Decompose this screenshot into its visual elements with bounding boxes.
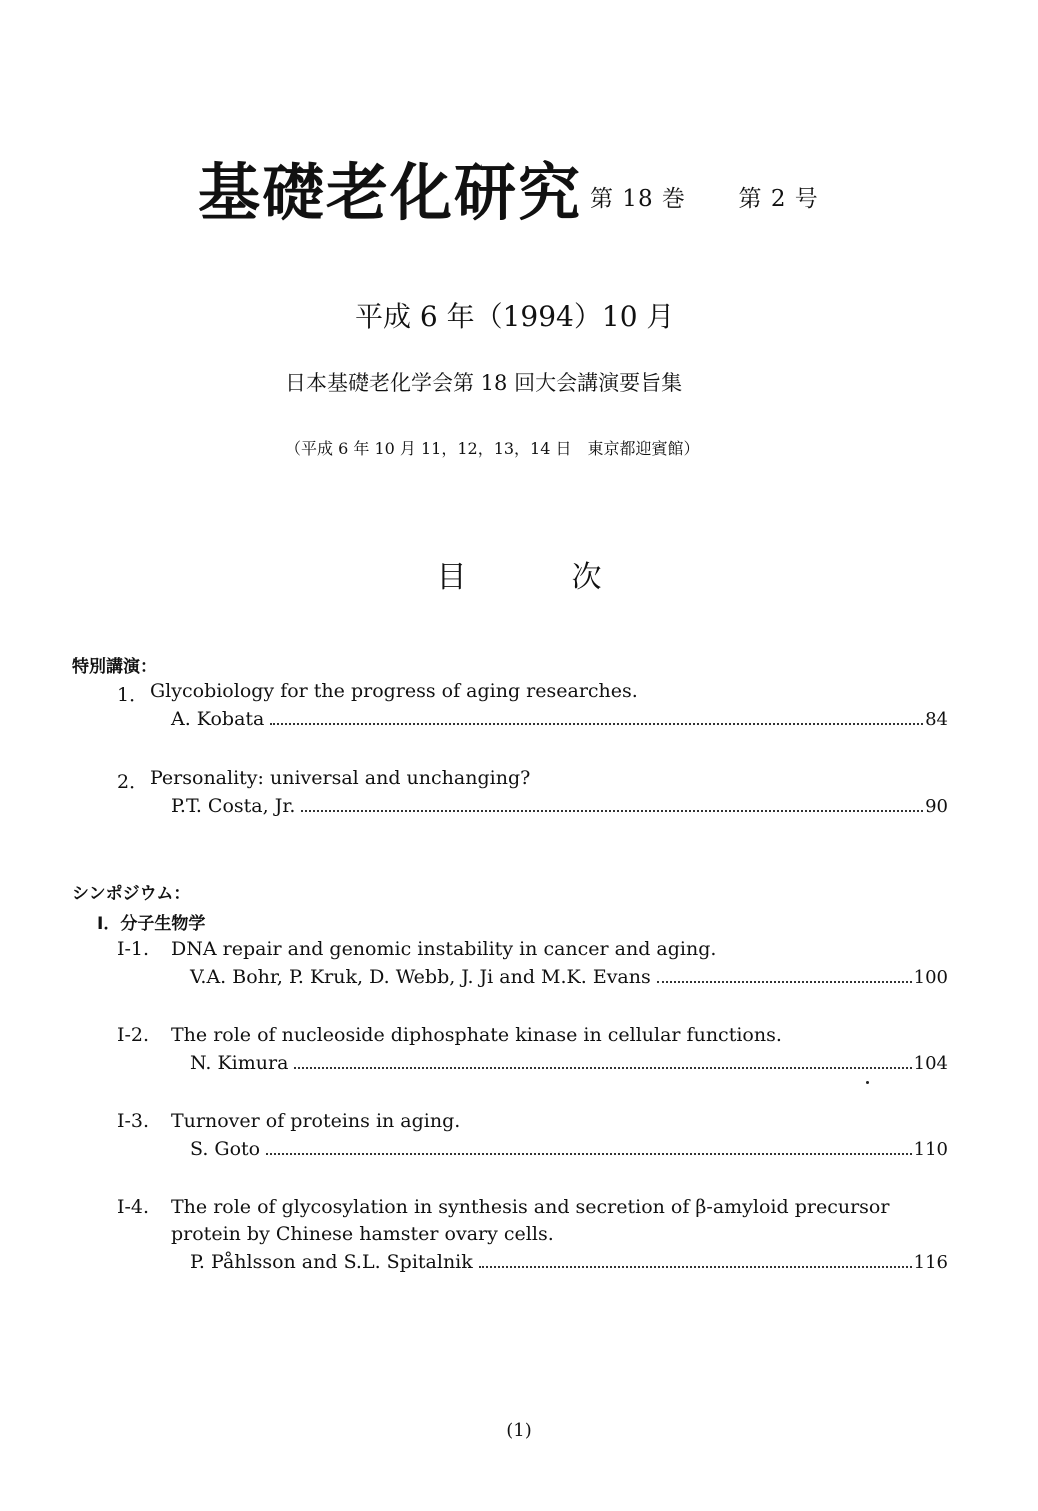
volume-issue <box>590 180 819 213</box>
dot-leader <box>266 1153 912 1155</box>
section-heading-special-lectures: 特別講演： <box>72 657 157 677</box>
dot-leader <box>301 810 923 812</box>
entry-title: The role of glycosylation in synthesis and secretion of β-amyloid precursor <box>171 1196 890 1218</box>
entry-authors: P.T. Costa, Jr. <box>171 795 296 817</box>
dot-leader <box>479 1266 912 1268</box>
dot-leader <box>657 981 912 983</box>
toc-entry-line[interactable] <box>190 966 948 988</box>
entry-authors: P. Påhlsson and S.L. Spitalnik <box>190 1251 473 1273</box>
entry-authors: A. Kobata <box>171 708 265 730</box>
entry-title: DNA repair and genomic instability in cancer and aging. <box>171 938 717 960</box>
subsection-heading: Ⅰ．分子生物学 <box>97 914 206 934</box>
entry-authors: S. Goto <box>190 1138 261 1160</box>
entry-page: 84 <box>925 709 948 730</box>
section-heading-symposium: シンポジウム： <box>72 884 191 904</box>
entry-page: 116 <box>913 1252 948 1273</box>
dot-leader <box>294 1067 911 1069</box>
toc-entry-line[interactable] <box>190 1052 948 1074</box>
scan-speck <box>866 1081 869 1084</box>
issue-number: 第 2 号 <box>738 186 819 212</box>
meeting-venue: （平成 6 年 10 月 11，12，13，14 日 東京都迎賓館） <box>285 439 700 458</box>
toc-entry-line[interactable] <box>190 1251 948 1273</box>
volume-number: 第 18 巻 <box>590 186 686 212</box>
entry-title: Glycobiology for the progress of aging researches. <box>150 680 638 702</box>
entry-title: Personality: universal and unchanging? <box>150 767 531 789</box>
toc-entry-line[interactable] <box>171 795 948 817</box>
contents-heading: 目 次 <box>436 560 602 595</box>
entry-page: 110 <box>913 1139 948 1160</box>
entry-title: Turnover of proteins in aging. <box>171 1110 461 1132</box>
toc-entry-line[interactable] <box>190 1138 948 1160</box>
entry-page: 90 <box>925 796 948 817</box>
entry-number: Ⅰ-2. <box>117 1024 150 1046</box>
entry-authors: N. Kimura <box>190 1052 289 1074</box>
entry-page: 100 <box>913 967 948 988</box>
dot-leader <box>270 723 923 725</box>
entry-number: Ⅰ-4. <box>117 1196 150 1218</box>
entry-page: 104 <box>913 1053 948 1074</box>
meeting-title: 日本基礎老化学会第 18 回大会講演要旨集 <box>285 371 683 395</box>
entry-number: 2． <box>117 771 149 793</box>
entry-authors: V.A. Bohr, P. Kruk, D. Webb, J. Ji and M.K. Evans <box>190 966 651 988</box>
entry-number: 1． <box>117 684 149 706</box>
entry-title: The role of nucleoside diphosphate kinase in cellular functions. <box>171 1024 782 1046</box>
toc-entry-line[interactable] <box>171 708 948 730</box>
entry-number: Ⅰ-3. <box>117 1110 150 1132</box>
entry-number: Ⅰ-1. <box>117 938 150 960</box>
publication-date: 平成 6 年（1994）10 月 <box>355 300 675 333</box>
entry-title-continued: protein by Chinese hamster ovary cells. <box>171 1223 554 1245</box>
page-number: (1) <box>506 1420 532 1441</box>
journal-title: 基礎老化研究 <box>198 156 583 229</box>
